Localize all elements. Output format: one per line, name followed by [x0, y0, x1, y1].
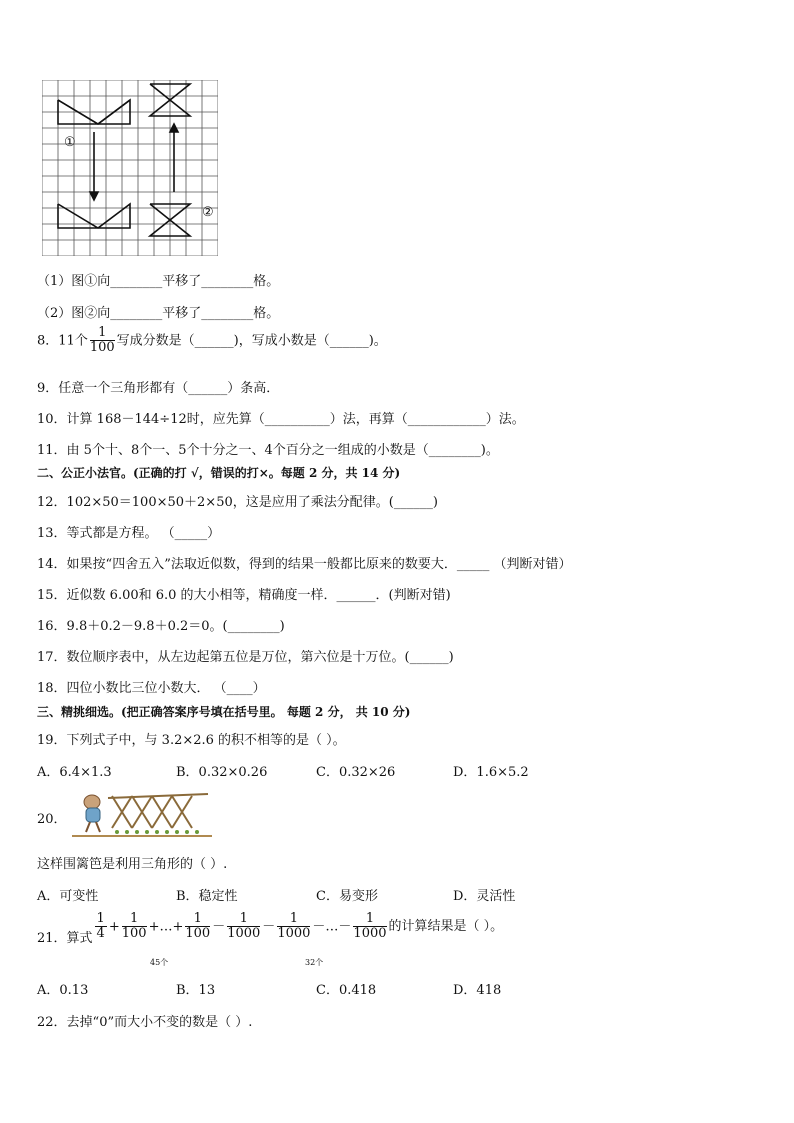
question-10: 10．计算 168－144÷12时，应先算（__________）法，再算（____________）法。 — [37, 412, 525, 427]
q19-option-a[interactable]: A．6.4×1.3 — [37, 765, 112, 780]
q21-option-a[interactable]: A．0.13 — [37, 983, 89, 998]
q21-term-3 — [185, 912, 210, 942]
q21-term-4 — [227, 912, 260, 942]
q21-prefix: 21．算式 — [37, 931, 93, 947]
q19-option-d[interactable]: D．1.6×5.2 — [453, 765, 529, 780]
q20-option-b[interactable]: B．稳定性 — [176, 889, 238, 904]
question-18: 18．四位小数比三位小数大． （____） — [37, 681, 266, 696]
q21-t5-den: 1000 — [277, 926, 311, 942]
q21-option-c[interactable]: C．0.418 — [316, 983, 377, 998]
q20-option-d[interactable]: D．灵活性 — [453, 889, 516, 904]
q8-suffix: 写成分数是（______)，写成小数是（______)。 — [116, 333, 387, 349]
question-13: 13．等式都是方程。 （_____） — [37, 526, 221, 541]
section-3-heading: 三、精挑细选。(把正确答案序号填在括号里。 每题 2 分， 共 10 分) — [37, 705, 411, 719]
q21-t4-num: 1 — [227, 912, 260, 927]
q8-numerator: 1 — [90, 326, 115, 341]
q21-t6-num: 1 — [353, 912, 386, 927]
q21-term-6 — [353, 912, 386, 942]
question-9: 9．任意一个三角形都有（______）条高． — [37, 381, 280, 396]
q21-count-2: 32个 — [305, 958, 324, 967]
q21-t3-den: 100 — [185, 926, 211, 942]
question-11: 11．由 5个十、8个一、5个十分之一、4个百分之一组成的小数是（________)。 — [37, 443, 499, 458]
q20-option-c[interactable]: C．易变形 — [316, 889, 378, 904]
q8-denominator: 100 — [89, 340, 115, 356]
q20-option-a[interactable]: A．可变性 — [37, 889, 99, 904]
q21-t1-den: 4 — [96, 926, 105, 942]
q21-t4-den: 1000 — [227, 926, 261, 942]
question-14: 14．如果按“四舍五入”法取近似数，得到的结果一般都比原来的数要大．_____ （判断对错） — [37, 557, 572, 572]
question-22: 22．去掉“0”而大小不变的数是（ ）. — [37, 1015, 253, 1030]
question-15: 15．近似数 6.00和 6.0 的大小相等，精确度一样．______．(判断对错) — [37, 588, 451, 603]
question-21-expression: 21．算式 $\frac{1}{4}$ + $\frac{1}{100}$ +…+ $\frac{1}{100}$ － $\frac{1}{1000}$ － $\frac{1}{1000}$ －…－ $\frac{1}{1000}$ 的计算结果是（ ）。 — [37, 911, 504, 947]
q21-term-5 — [277, 912, 310, 942]
q21-t2-den: 100 — [121, 926, 147, 942]
q21-suffix: 的计算结果是（ ）。 — [388, 919, 504, 935]
shape-2-label: ② — [202, 205, 214, 220]
q7-sub1: （1）图①向________平移了________格。 — [37, 274, 280, 289]
q21-count-1: 45个 — [150, 958, 169, 967]
question-12: 12．102×50＝100×50＋2×50，这是应用了乘法分配律。(______) — [37, 495, 438, 510]
q7-sub2: （2）图②向________平移了________格。 — [37, 306, 280, 321]
q21-t1-num: 1 — [96, 911, 105, 926]
q21-t5-num: 1 — [277, 912, 310, 927]
fence-illustration — [72, 788, 212, 838]
q19-option-c[interactable]: C．0.32×26 — [316, 765, 396, 780]
question-20-stem: 这样围篱笆是利用三角形的（ ）. — [37, 857, 228, 872]
arrow-down — [90, 132, 98, 200]
question-19-stem: 19．下列式子中，与 3.2×2.6 的积不相等的是（ ）。 — [37, 733, 346, 748]
translation-grid-figure — [42, 80, 218, 256]
q21-term-1 — [95, 912, 107, 942]
q21-option-d[interactable]: D．418 — [453, 983, 502, 998]
q21-t3-num: 1 — [185, 912, 210, 927]
question-17: 17．数位顺序表中，从左边起第五位是万位，第六位是十万位。(______) — [37, 650, 454, 665]
shape-1-label: ① — [64, 135, 76, 150]
q8-fraction — [90, 326, 115, 356]
question-16: 16．9.8＋0.2－9.8＋0.2＝0。(________) — [37, 619, 285, 634]
question-20-number: 20． — [37, 812, 67, 827]
q21-term-2 — [122, 912, 147, 942]
q8-prefix: 8．11个 — [37, 333, 88, 349]
question-8 — [37, 326, 387, 356]
q19-option-b[interactable]: B．0.32×0.26 — [176, 765, 268, 780]
arrow-up — [170, 124, 178, 192]
q21-t6-den: 1000 — [353, 926, 387, 942]
section-2-heading: 二、公正小法官。(正确的打 √，错误的打×。每题 2 分，共 14 分) — [37, 466, 401, 480]
q21-t2-num: 1 — [122, 912, 147, 927]
q21-option-b[interactable]: B．13 — [176, 983, 216, 998]
